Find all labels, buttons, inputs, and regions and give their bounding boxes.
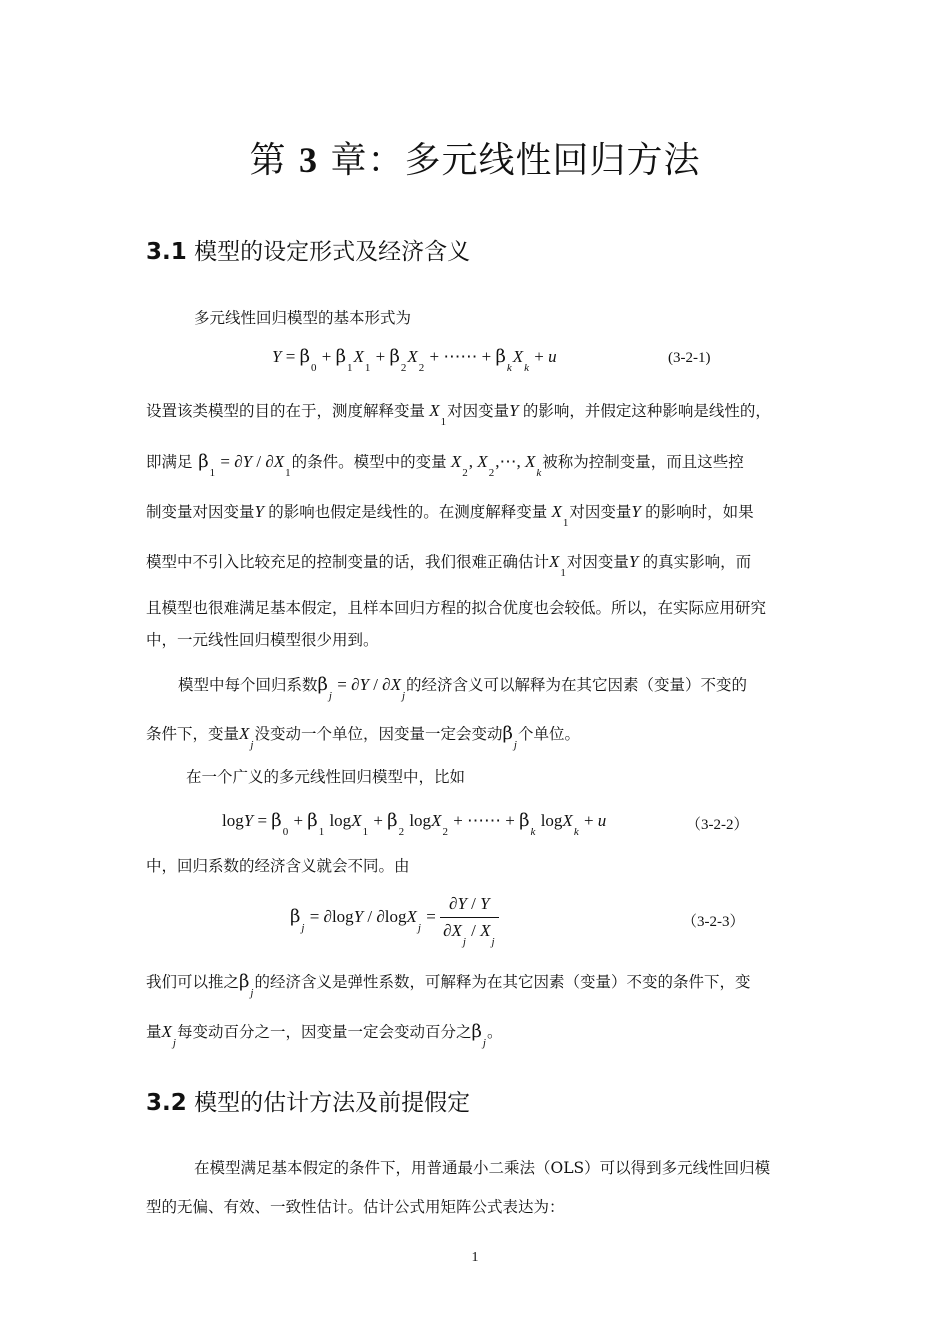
fraction: $\frac{\partial Y / Y}{\partial X_j / X_j}$ (440, 894, 499, 941)
paragraph-line: 我们可以推之$\beta_j$的经济含义是弹性系数，可解释为在其它因素（变量）不变的条件下，变 (146, 971, 751, 999)
paragraph-line: 模型中每个回归系数$\beta_j = \partial Y / \partial X_j$的经济含义可以解释为在其它因素（变量）不变的 (178, 674, 748, 702)
chapter-suffix: 章：多元线性回归方法 (330, 140, 701, 181)
equation-3-2-1: $Y = \beta_0 + \beta_1X_1 + \beta_2X_2$ + ⋯⋯ + $\beta_kX_k + u$ (272, 346, 557, 374)
page-number: 1 (471, 1250, 479, 1265)
equation-3-2-2: $\log Y = \beta_0 + \beta_1$ $\log X_1 + \beta_2$ logX$_2$ + ⋯⋯ + $\beta_k$ logX$_k$ + u (222, 810, 607, 838)
equation-label: （3-2-2） (686, 817, 749, 833)
section-heading-3-2 (146, 1084, 470, 1117)
section-heading-3-1 (146, 233, 470, 266)
paragraph-line: 在一个广义的多元线性回归模型中，比如 (186, 768, 466, 786)
paragraph-line: 制变量对因变量Y 的影响也假定是线性的。在测度解释变量 $X_1$对因变量Y 的影响时，如果 (146, 502, 754, 529)
paragraph-line: 设置该类模型的目的在于，测度解释变量 $X_1$对因变量Y 的影响，并假定这种影响是线性的， (146, 401, 771, 428)
paragraph-line: 型的无偏、有效、一致性估计。估计公式用矩阵公式表达为： (146, 1198, 565, 1216)
paragraph-line: 即满足 $\beta_1 = \partial Y / \partial X_1$的条件。模型中的变量 $X_2$, $X_2,\cdots$, $X_k$被称为控制变量，而且这些控 (146, 451, 744, 479)
section-number: 3.1 (146, 239, 187, 265)
section-title: 模型的估计方法及前提假定 (194, 1090, 471, 1116)
chapter-number: 3 (299, 140, 318, 180)
chapter-title (0, 132, 950, 183)
paragraph-line: 量$X_j$每变动百分之一，因变量一定会变动百分之$\beta_j$。 (146, 1021, 503, 1049)
section-title: 模型的设定形式及经济含义 (194, 239, 471, 265)
chapter-prefix: 第 (249, 140, 287, 181)
paragraph-line: 在模型满足基本假定的条件下，用普通最小二乘法（OLS）可以得到多元线性回归模 (194, 1159, 771, 1177)
paragraph-intro: 多元线性回归模型的基本形式为 (194, 309, 412, 327)
equation-3-2-3: $\beta_j = \partial\log Y / \partial\log X_j$ = $\frac{\partial Y / Y}{\partial X_j / X_j}$ (290, 894, 499, 941)
paragraph-line: 模型中不引入比较充足的控制变量的话，我们很难正确估计$X_1$对因变量Y 的真实影响，而 (146, 552, 752, 579)
equation-label: (3-2-1) (668, 350, 711, 366)
paragraph-line: 且模型也很难满足基本假定，且样本回归方程的拟合优度也会较低。所以，在实际应用研究 (146, 599, 767, 617)
paragraph-line: 中，一元线性回归模型很少用到。 (146, 631, 379, 649)
paragraph-line: 条件下，变量$X_j$没变动一个单位，因变量一定会变动$\beta_j$个单位。 (146, 723, 580, 751)
equation-label: （3-2-3） (682, 914, 745, 930)
section-number: 3.2 (146, 1090, 187, 1116)
paragraph-line: 中，回归系数的经济含义就会不同。由 (146, 857, 410, 875)
